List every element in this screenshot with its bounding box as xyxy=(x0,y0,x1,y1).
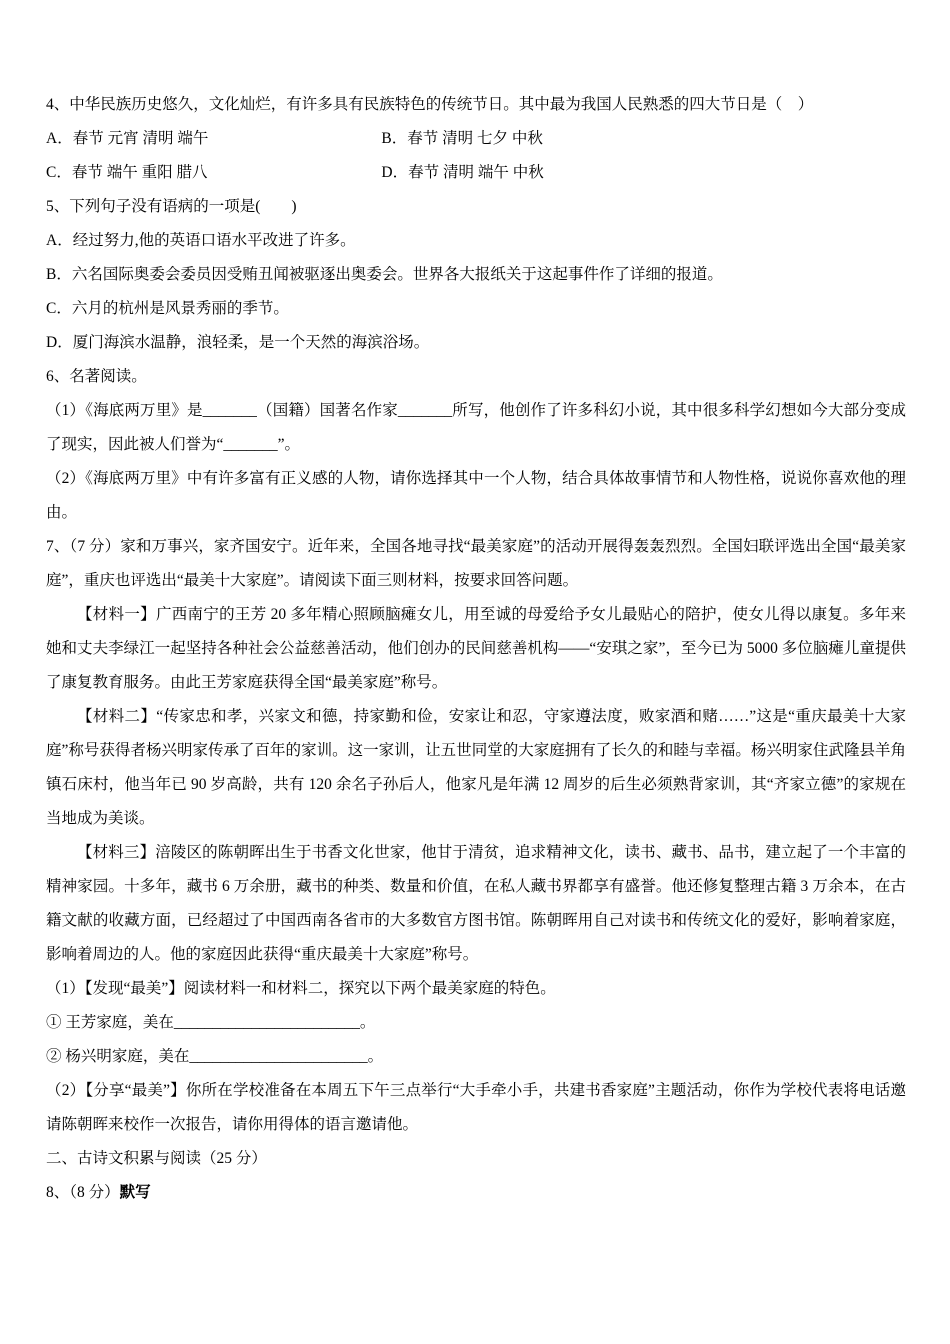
question-6-part-2: （2）《海底两万里》中有许多富有正义感的人物，请你选择其中一个人物，结合具体故事情节和人物性格，说说你喜欢他的理由。 xyxy=(46,470,906,521)
question-7-blank-1: ① 王芳家庭，美在________________________。 xyxy=(46,1014,376,1031)
question-4-option-b: B．春节 清明 七夕 中秋 xyxy=(381,130,543,147)
question-7-material-2: 【材料二】“传家忠和孝，兴家文和德，持家勤和俭，安家让和忍，守家遵法度，败家酒和赌……”这是“重庆最美十大家庭”称号获得者杨兴明家传承了百年的家训。这一家训，让五世同堂的大家庭拥有了长久的和睦与幸福。杨兴明家住武隆县羊角镇石床村，他当年已 90 岁高龄，共有 120 余名子孙后人，他家凡是年满 12 周岁的后生必须熟背家训，其“齐家立德”的家规在当地成为美谈。 xyxy=(46,708,906,827)
section-2-title: 二、古诗文积累与阅读（25 分） xyxy=(46,1150,267,1167)
question-4-option-a: A．春节 元宵 清明 端午 xyxy=(46,130,209,147)
question-5-option-b: B．六名国际奥委会委员因受贿丑闻被驱逐出奥委会。世界各大报纸关于这起事件作了详细的报道。 xyxy=(46,266,723,283)
question-7-part-2: （2）【分享“最美”】你所在学校准备在本周五下午三点举行“大手牵小手，共建书香家庭”主题活动，你作为学校代表将电话邀请陈朝晖来校作一次报告，请你用得体的语言邀请他。 xyxy=(46,1082,906,1133)
question-7-material-1: 【材料一】广西南宁的王芳 20 多年精心照顾脑瘫女儿，用至诚的母爱给予女儿最贴心的陪护，使女儿得以康复。多年来她和丈夫李绿江一起坚持各种社会公益慈善活动，他们创办的民间慈善机构——“安琪之家”，至今已为 5000 多位脑瘫儿童提供了康复教育服务。由此王芳家庭获得全国“最美家庭”称号。 xyxy=(46,606,906,691)
question-8-line xyxy=(46,1176,906,1210)
question-4-stem: 4、中华民族历史悠久，文化灿烂，有许多具有民族特色的传统节日。其中最为我国人民熟悉的四大节日是（ ） xyxy=(46,96,814,113)
question-5-option-a: A．经过努力,他的英语口语水平改进了许多。 xyxy=(46,232,356,249)
question-4-options-row-2 xyxy=(46,156,906,190)
question-7-part-1: （1）【发现“最美”】阅读材料一和材料二，探究以下两个最美家庭的特色。 xyxy=(46,980,556,997)
question-7-stem: 7、（7 分）家和万事兴，家齐国安宁。近年来，全国各地寻找“最美家庭”的活动开展得轰轰烈烈。全国妇联评选出全国“最美家庭”，重庆也评选出“最美十大家庭”。请阅读下面三则材料，按要求回答问题。 xyxy=(46,538,906,589)
question-4-options-row-1 xyxy=(46,122,906,156)
question-5-option-c: C．六月的杭州是风景秀丽的季节。 xyxy=(46,300,289,317)
question-5-option-d: D．厦门海滨水温静，浪轻柔，是一个天然的海滨浴场。 xyxy=(46,334,430,351)
question-6-part-1: （1）《海底两万里》是_______（国籍）国著名作家_______所写，他创作了许多科幻小说，其中很多科学幻想如今大部分变成了现实，因此被人们誉为“_______”。 xyxy=(46,402,906,453)
question-6-title: 6、名著阅读。 xyxy=(46,368,147,385)
question-7-material-3: 【材料三】涪陵区的陈朝晖出生于书香文化世家，他甘于清贫，追求精神文化，读书、藏书、品书，建立起了一个丰富的精神家园。十多年，藏书 6 万余册，藏书的种类、数量和价值，在私人藏书界都享有盛誉。他还修复整理古籍 3 万余本，在古籍文献的收藏方面，已经超过了中国西南各省市的大多数官方图书馆。陈朝晖用自己对读书和传统文化的爱好，影响着家庭，影响着周边的人。他的家庭因此获得“重庆最美十大家庭”称号。 xyxy=(46,844,906,963)
question-8-bold-label: 默写 xyxy=(119,1184,151,1201)
question-8-prefix: 8、（8 分） xyxy=(46,1184,120,1201)
question-4-option-d: D．春节 清明 端午 中秋 xyxy=(381,164,544,181)
question-4-option-c: C．春节 端午 重阳 腊八 xyxy=(46,164,208,181)
question-7-blank-2: ② 杨兴明家庭，美在_______________________。 xyxy=(46,1048,384,1065)
question-5-stem: 5、下列句子没有语病的一项是( ) xyxy=(46,198,297,215)
